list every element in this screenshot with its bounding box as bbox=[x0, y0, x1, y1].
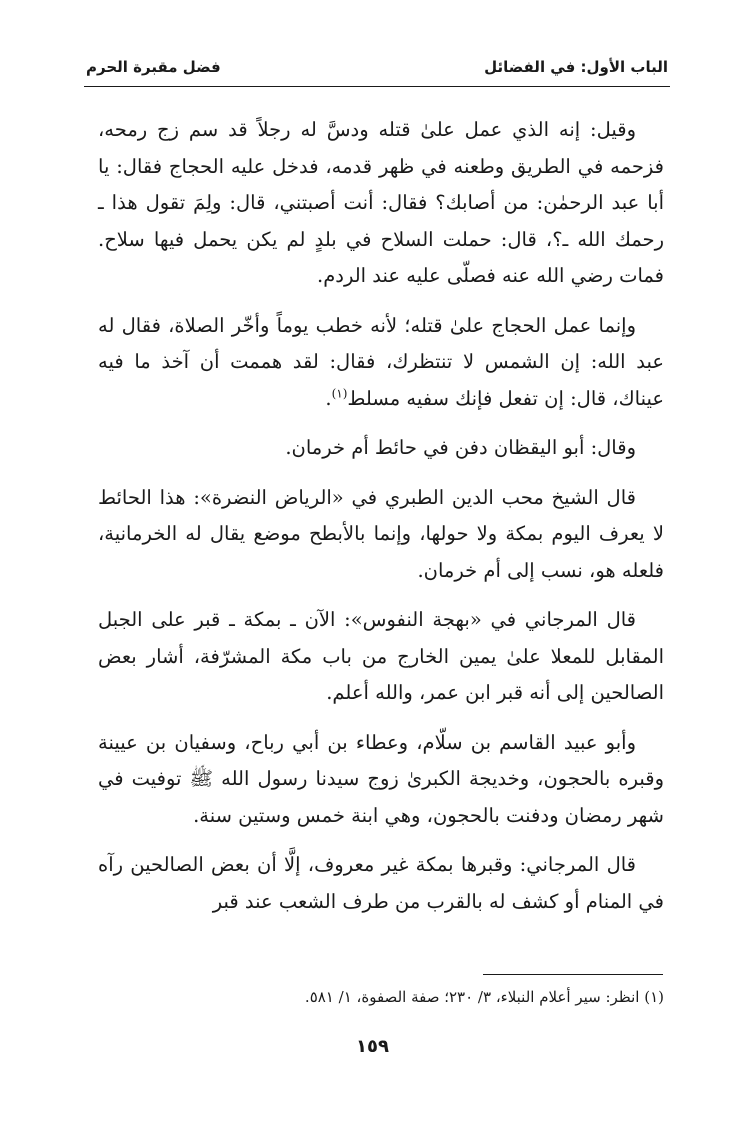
paragraph-end: . bbox=[325, 386, 332, 410]
chapter-title: الباب الأول: في الفضائل bbox=[484, 58, 668, 76]
paragraph: وأبو عبيد القاسم بن سلّام، وعطاء بن أبي رباح، وسفيان بن عيينة وقبره بالحجون، وخديجة الكبرىٰ زوج سيدنا رسول الله ﷺ توفيت في شهر رمضان ودفنت بالحجون، وهي ابنة خمس وستين سنة. bbox=[98, 730, 664, 827]
paragraph: قال المرجاني في «بهجة النفوس»: الآن ـ بمكة ـ قبر على الجبل المقابل للمعلا علىٰ يمين الخارج من باب مكة المشرّفة، أشار بعض الصالحين إلى أنه قبر ابن عمر، والله أعلم. bbox=[98, 608, 664, 704]
section-title: فضل مقبرة الحرم bbox=[86, 58, 221, 76]
header-divider bbox=[84, 86, 670, 87]
paragraph: وقال: أبو اليقظان دفن في حائط أم خرمان. bbox=[285, 436, 636, 459]
main-text bbox=[98, 112, 664, 933]
page-number: ١٥٩ bbox=[356, 1036, 389, 1057]
paragraph-text: وإنما عمل الحجاج علىٰ قتله؛ لأنه خطب يوماً وأخّر الصلاة، فقال له عبد الله: إن الشمس لا تنتظرك، فقال: لقد هممت أن آخذ ما فيه عيناك، قال: إن تفعل فإنك سفيه مسلط bbox=[98, 313, 664, 410]
paragraph bbox=[98, 308, 664, 418]
paragraph: قال الشيخ محب الدين الطبري في «الرياض النضرة»: هذا الحائط لا يعرف اليوم بمكة ولا حولها، وإنما بالأبطح موضع يقال له الخرمانية، فلعله هو، نسب إلى أم خرمان. bbox=[98, 485, 664, 582]
paragraph: قال المرجاني: وقبرها بمكة غير معروف، إلَّا أن بعض الصالحين رآه في المنام أو كشف له بالقرب من طرف الشعب عند قبر bbox=[98, 853, 664, 913]
paragraph: وقيل: إنه الذي عمل علىٰ قتله ودسَّ له رجلاً قد سم زج رمحه، فزحمه في الطريق وطعنه في ظهر قدمه، فدخل عليه الحجاج فقال: يا أبا عبد الرحمٰن: من أصابك؟ فقال: أنت أصبتني، قال: ولِمَ تقول هذا ـ رحمك الله ـ؟، قال: حملت السلاح في بلدٍ لم يكن يحمل فيها سلاح. فمات رضي الله عنه فصلّى عليه عند الردم. bbox=[98, 118, 664, 287]
footnote-divider bbox=[483, 974, 663, 975]
running-header bbox=[86, 58, 668, 80]
footnote-reference[interactable]: (١) bbox=[331, 386, 348, 400]
footnote: (١) انظر: سير أعلام النبلاء، ٣/ ٢٣٠؛ صفة الصفوة، ١/ ٥٨١. bbox=[304, 988, 664, 1006]
